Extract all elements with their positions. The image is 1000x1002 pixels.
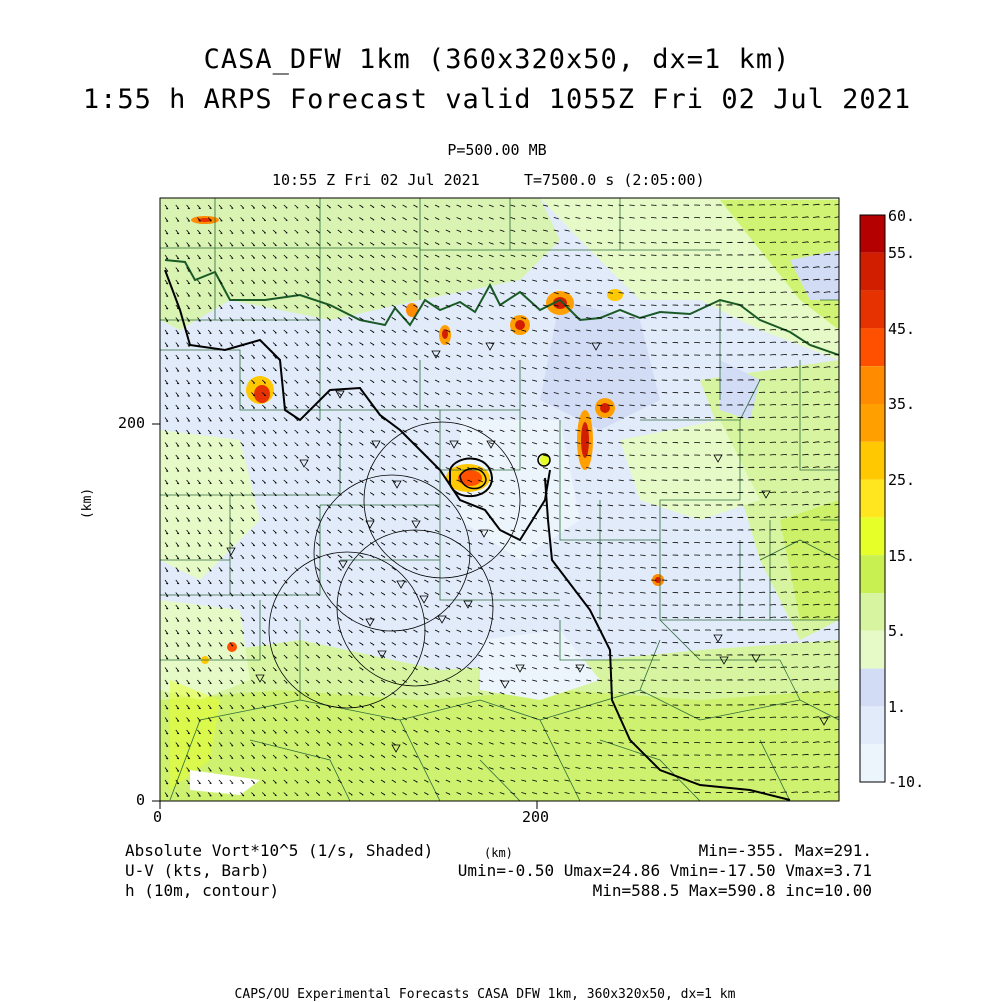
- colorbar-block: [860, 328, 885, 366]
- colorbar-block: [860, 366, 885, 404]
- title-line-1: CASA_DFW 1km (360x320x50, dx=1 km): [203, 44, 791, 75]
- colorbar-block: [860, 291, 885, 329]
- colorbar: [860, 215, 885, 782]
- cbar-label-15: 15.: [888, 547, 916, 565]
- x-tick-200: 200: [522, 808, 550, 826]
- stats-wind: Umin=-0.50 Umax=24.86 Vmin=-17.50 Vmax=3.71: [457, 861, 872, 880]
- footer-credit: CAPS/OU Experimental Forecasts CASA DFW 1km, 360x320x50, dx=1 km: [234, 987, 736, 1002]
- colorbar-block: [860, 517, 885, 555]
- colorbar-block: [860, 706, 885, 744]
- y-tick-0: 0: [136, 791, 146, 809]
- colorbar-block: [860, 480, 885, 518]
- colorbar-block: [860, 253, 885, 291]
- cbar-label-60: 60.: [888, 207, 916, 225]
- vorticity-field: [160, 198, 841, 801]
- x-tick-0: 0: [153, 808, 163, 826]
- colorbar-block: [860, 593, 885, 631]
- stats-height: Min=588.5 Max=590.8 inc=10.00: [592, 881, 872, 900]
- colorbar-block: [860, 404, 885, 442]
- legend-field-vorticity: Absolute Vort*10^5 (1/s, Shaded): [125, 841, 434, 860]
- colorbar-block: [860, 215, 885, 253]
- y-axis-label: (km): [80, 487, 96, 520]
- time-step-label: T=7500.0 s (2:05:00): [524, 171, 705, 189]
- colorbar-block: [860, 631, 885, 669]
- cbar-label-55: 55.: [888, 244, 916, 262]
- colorbar-block: [860, 555, 885, 593]
- colorbar-block: [860, 744, 885, 782]
- title-line-2: 1:55 h ARPS Forecast valid 1055Z Fri 02 Jul 2021: [82, 84, 912, 115]
- cbar-label-minus10: -10.: [888, 773, 925, 791]
- legend-field-wind: U-V (kts, Barb): [125, 861, 270, 880]
- cbar-label-25: 25.: [888, 471, 916, 489]
- cbar-label-35: 35.: [888, 395, 916, 413]
- cbar-label-1: 1.: [888, 698, 907, 716]
- colorbar-block: [860, 442, 885, 480]
- cbar-label-5: 5.: [888, 622, 907, 640]
- x-axis-label: (km): [484, 846, 513, 860]
- cbar-label-45: 45.: [888, 320, 916, 338]
- colorbar-block: [860, 669, 885, 707]
- pressure-label: P=500.00 MB: [447, 141, 547, 159]
- legend-field-height: h (10m, contour): [125, 881, 280, 900]
- y-tick-200: 200: [118, 414, 146, 432]
- stats-vorticity: Min=-355. Max=291.: [698, 841, 872, 860]
- time-label: 10:55 Z Fri 02 Jul 2021: [272, 171, 480, 189]
